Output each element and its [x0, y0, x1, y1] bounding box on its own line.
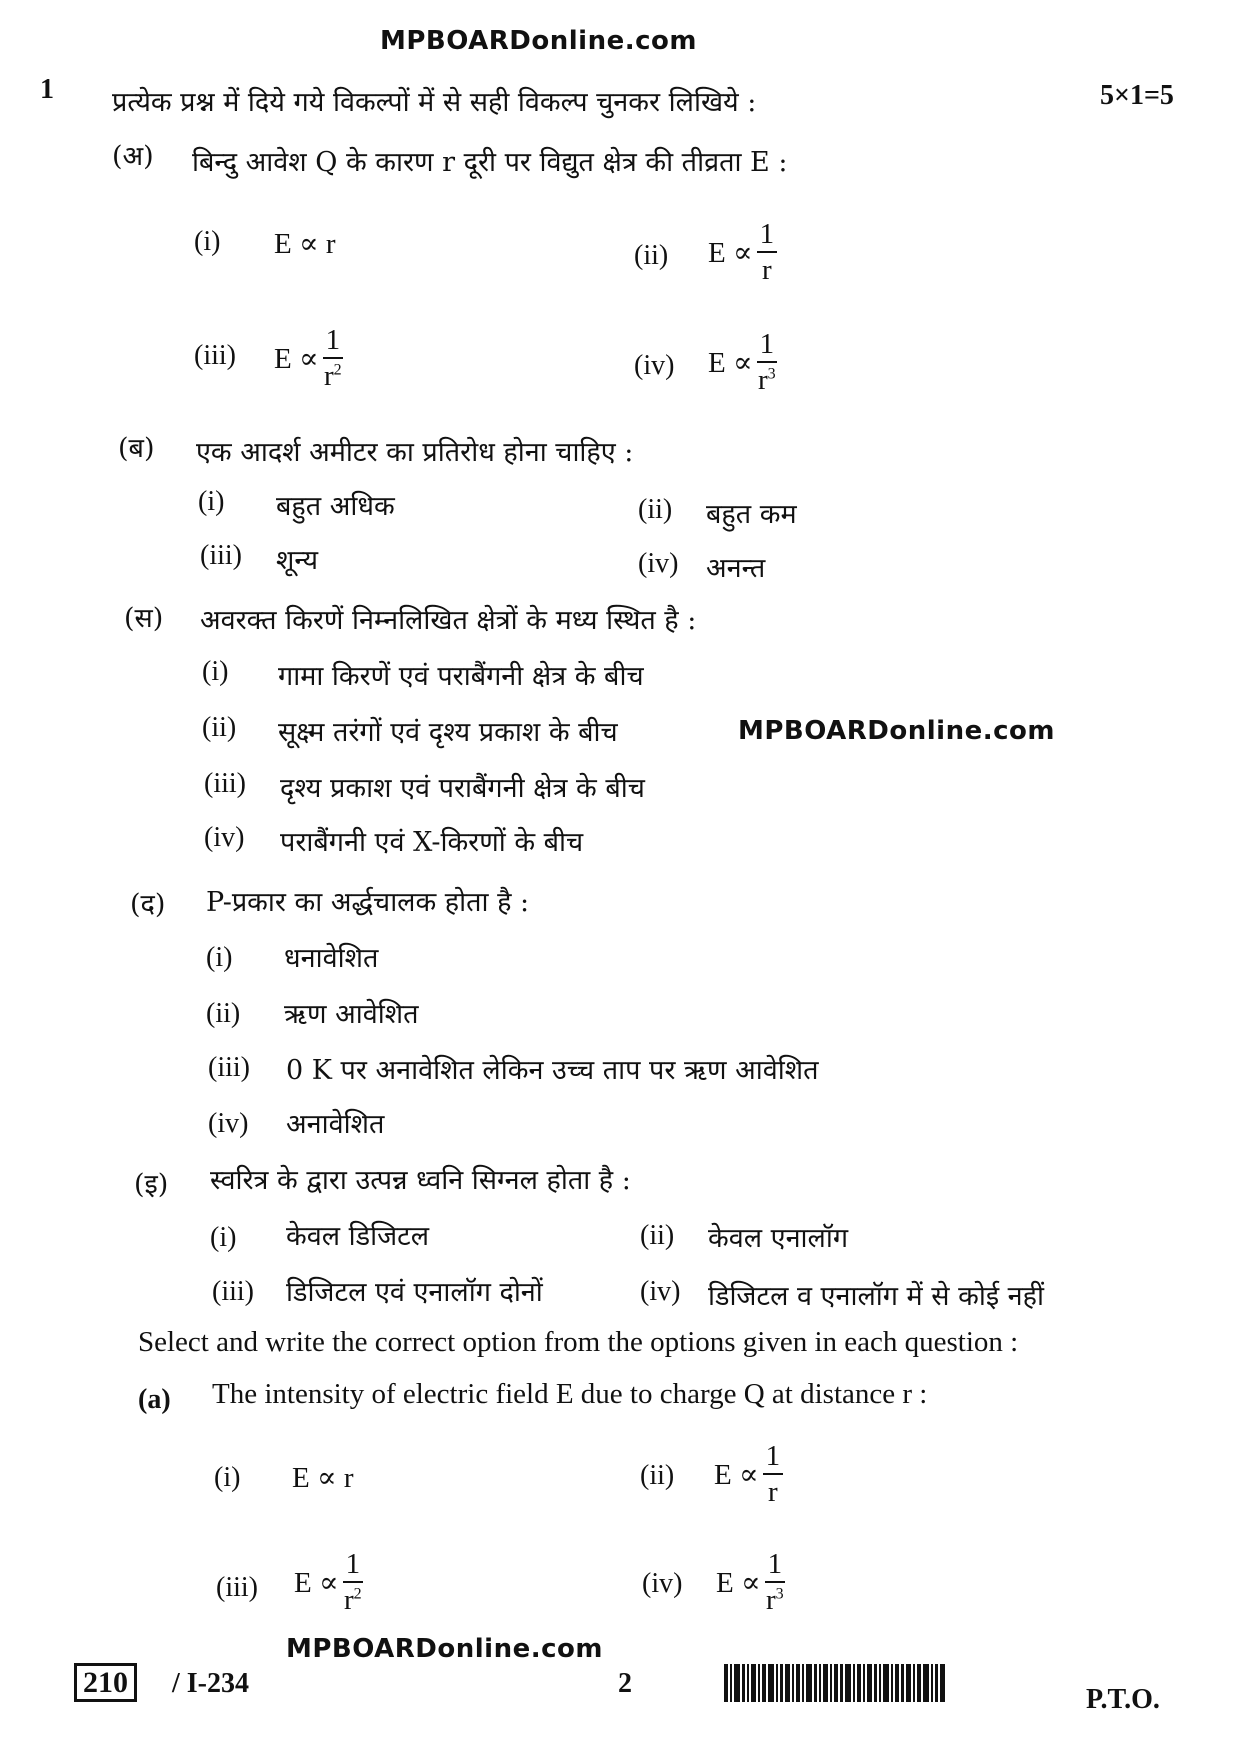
part-a-opt3-fraction — [323, 326, 344, 391]
part-c-opt3: दृश्य प्रकाश एवं पराबैंगनी क्षेत्र के बीच — [280, 773, 645, 804]
watermark-middle: MPBOARDonline.com — [738, 716, 1055, 746]
paper-code-box: 210 — [74, 1663, 137, 1702]
part-a-opt1-label: (i) — [194, 226, 221, 257]
part-en-a-opt4-lhs: E ∝ — [716, 1567, 761, 1599]
fraction-base: r — [766, 1584, 776, 1616]
part-b-opt3: शून्य — [276, 545, 318, 576]
fraction-denominator: r — [768, 1476, 778, 1508]
instruction-english: Select and write the correct option from the options given in each question : — [138, 1326, 1019, 1358]
watermark-top: MPBOARDonline.com — [380, 26, 697, 56]
part-b-opt3-label: (iii) — [200, 540, 242, 571]
part-b-opt4-label: (iv) — [638, 548, 679, 579]
fraction-denominator — [344, 1583, 362, 1615]
part-d-opt1-label: (i) — [206, 942, 233, 973]
part-b-text: एक आदर्श अमीटर का प्रतिरोध होना चाहिए : — [196, 437, 634, 468]
part-e-opt3: डिजिटल एवं एनालॉग दोनों — [286, 1277, 543, 1308]
part-c-opt4-label: (iv) — [204, 822, 245, 853]
fraction-numerator: 1 — [343, 1550, 364, 1583]
part-en-a-opt2 — [714, 1442, 783, 1507]
part-c-text: अवरक्त किरणें निम्नलिखित क्षेत्रों के मध्य स्थित है : — [200, 605, 697, 636]
part-d-opt2-label: (ii) — [206, 998, 241, 1029]
part-b-opt4: अनन्त — [706, 553, 766, 584]
part-en-a-opt4-fraction — [765, 1550, 786, 1615]
part-a-opt4-label: (iv) — [634, 350, 675, 381]
part-e-opt2-label: (ii) — [640, 1220, 675, 1251]
part-d-opt1: धनावेशित — [284, 943, 379, 974]
part-a-opt3-lhs: E ∝ — [274, 343, 319, 375]
part-e-opt3-label: (iii) — [212, 1276, 254, 1307]
watermark-bottom: MPBOARDonline.com — [286, 1634, 603, 1664]
barcode — [724, 1664, 947, 1702]
part-a-opt4-fraction — [757, 330, 778, 395]
fraction-power: 2 — [333, 361, 342, 379]
instruction-hindi: प्रत्येक प्रश्न में दिये गये विकल्पों में से सही विकल्प चुनकर लिखिये : — [112, 87, 757, 118]
part-en-a-opt2-fraction — [763, 1442, 784, 1507]
part-a-opt2-fraction — [757, 220, 778, 285]
question-number: 1 — [40, 74, 54, 105]
part-d-text: P-प्रकार का अर्द्धचालक होता है : — [206, 887, 530, 918]
part-d-label: (द) — [130, 889, 166, 920]
part-c-opt1-label: (i) — [202, 656, 229, 687]
part-a-opt2-lhs: E ∝ — [708, 237, 753, 269]
part-a-opt2-label: (ii) — [634, 240, 669, 271]
page-number: 2 — [618, 1668, 632, 1699]
part-en-a-opt1-label: (i) — [214, 1462, 241, 1493]
part-a-opt4 — [708, 330, 777, 395]
part-en-a-label: (a) — [138, 1384, 171, 1415]
part-b-opt2-label: (ii) — [638, 494, 673, 525]
part-e-opt2: केवल एनालॉग — [708, 1223, 849, 1254]
fraction-base: r — [758, 364, 768, 396]
part-a-label: (अ) — [112, 141, 154, 172]
fraction-power: 3 — [767, 365, 776, 383]
part-b-opt1: बहुत अधिक — [276, 491, 395, 522]
part-b-label: (ब) — [118, 433, 155, 464]
part-e-opt4: डिजिटल व एनालॉग में से कोई नहीं — [708, 1281, 1044, 1312]
pto-label: P.T.O. — [1086, 1684, 1160, 1715]
part-e-opt1: केवल डिजिटल — [286, 1221, 430, 1252]
part-a-text: बिन्दु आवेश Q के कारण r दूरी पर विद्युत क्षेत्र की तीव्रता E : — [192, 147, 788, 178]
part-en-a-opt2-label: (ii) — [640, 1460, 675, 1491]
part-a-opt2 — [708, 220, 777, 285]
part-d-opt4-label: (iv) — [208, 1108, 249, 1139]
fraction-power: 3 — [775, 1585, 784, 1603]
part-e-opt4-label: (iv) — [640, 1276, 681, 1307]
part-en-a-opt3-label: (iii) — [216, 1572, 258, 1603]
part-c-opt1: गामा किरणें एवं पराबैंगनी क्षेत्र के बीच — [278, 661, 644, 692]
part-d-opt3-label: (iii) — [208, 1052, 250, 1083]
part-d-opt4: अनावेशित — [286, 1109, 385, 1140]
part-en-a-opt3-fraction — [343, 1550, 364, 1615]
part-e-opt1-label: (i) — [210, 1222, 237, 1253]
part-e-text: स्वरित्र के द्वारा उत्पन्न ध्वनि सिग्नल होता है : — [210, 1165, 631, 1196]
part-c-label: (स) — [124, 603, 164, 634]
fraction-denominator — [324, 359, 342, 391]
part-en-a-opt4 — [716, 1550, 785, 1615]
part-en-a-opt1: E ∝ r — [292, 1462, 354, 1494]
footer-code — [74, 1666, 137, 1700]
part-a-opt1: E ∝ r — [274, 228, 336, 260]
part-d-opt3: 0 K पर अनावेशित लेकिन उच्च ताप पर ऋण आवेशित — [286, 1055, 819, 1086]
fraction-numerator: 1 — [757, 330, 778, 363]
fraction-base: r — [324, 360, 334, 392]
part-en-a-text: The intensity of electric field E due to charge Q at distance r : — [212, 1378, 928, 1410]
part-a-opt3 — [274, 326, 343, 391]
part-c-opt4: पराबैंगनी एवं X-किरणों के बीच — [280, 827, 584, 858]
part-en-a-opt2-lhs: E ∝ — [714, 1459, 759, 1491]
part-e-label: (इ) — [134, 1169, 169, 1200]
fraction-numerator: 1 — [323, 326, 344, 359]
part-b-opt1-label: (i) — [198, 486, 225, 517]
part-c-opt2-label: (ii) — [202, 712, 237, 743]
part-a-opt4-lhs: E ∝ — [708, 347, 753, 379]
fraction-power: 2 — [353, 1585, 362, 1603]
part-d-opt2: ऋण आवेशित — [284, 999, 419, 1030]
part-b-opt2: बहुत कम — [706, 499, 797, 530]
fraction-numerator: 1 — [757, 220, 778, 253]
fraction-numerator: 1 — [763, 1442, 784, 1475]
part-c-opt3-label: (iii) — [204, 768, 246, 799]
part-a-opt3-label: (iii) — [194, 340, 236, 371]
paper-series: / I-234 — [172, 1668, 249, 1699]
part-en-a-opt3 — [294, 1550, 363, 1615]
fraction-base: r — [344, 1584, 354, 1616]
part-en-a-opt4-label: (iv) — [642, 1568, 683, 1599]
fraction-denominator — [766, 1583, 784, 1615]
fraction-denominator: r — [762, 254, 772, 286]
fraction-denominator — [758, 363, 776, 395]
fraction-numerator: 1 — [765, 1550, 786, 1583]
part-en-a-opt3-lhs: E ∝ — [294, 1567, 339, 1599]
marks: 5×1=5 — [1100, 80, 1174, 111]
part-c-opt2: सूक्ष्म तरंगों एवं दृश्य प्रकाश के बीच — [278, 717, 618, 748]
